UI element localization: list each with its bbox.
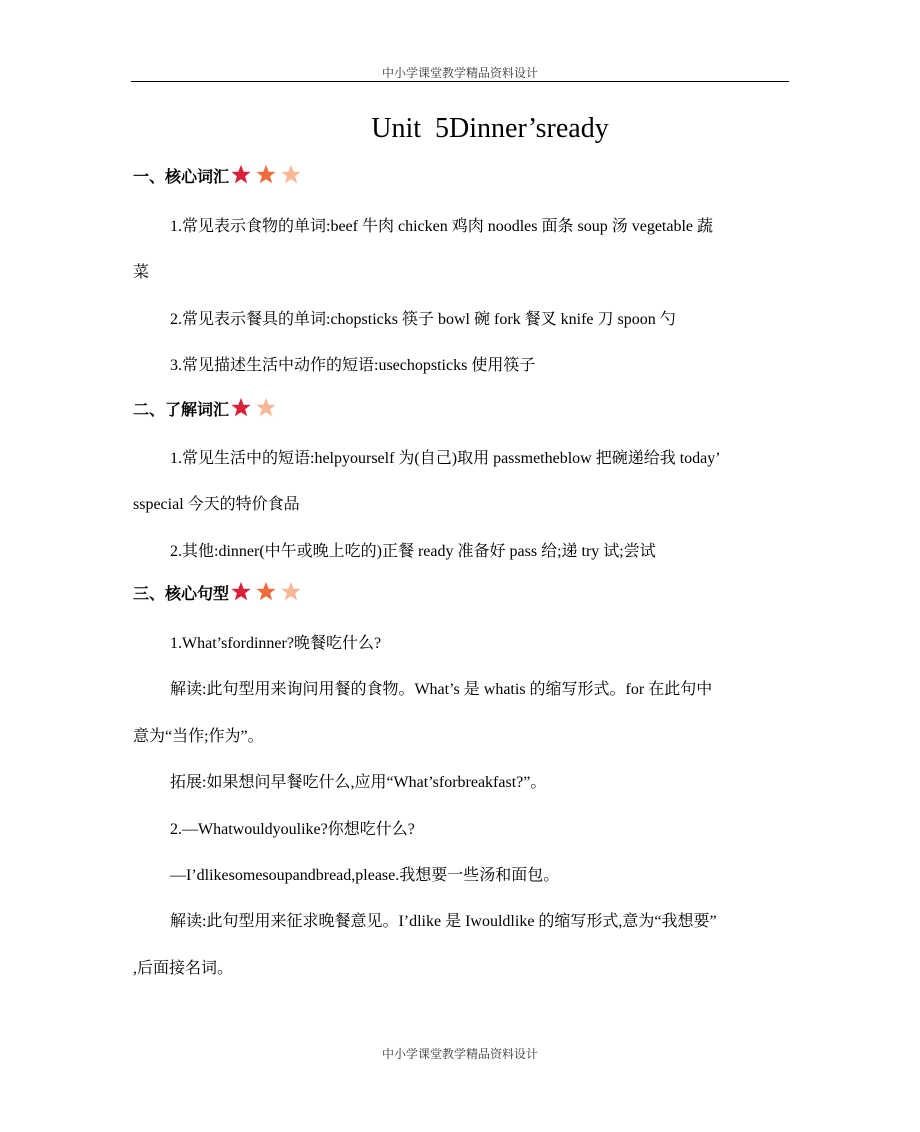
star-icon — [230, 581, 252, 603]
section-heading-label: 一、核心词汇 — [133, 166, 230, 186]
section-heading-understand-vocabulary — [133, 396, 280, 420]
vocab-line: 2.常见表示餐具的单词:chopsticks 筷子 bowl 碗 fork 餐叉 knife 刀 spoon 勺 — [170, 311, 676, 328]
vocab-line: 2.其他:dinner(中午或晚上吃的)正餐 ready 准备好 pass 给;递 try 试;尝试 — [170, 543, 656, 560]
section-heading-core-vocabulary — [133, 163, 305, 187]
star-icon — [280, 581, 302, 603]
sentence-line: 解读:此句型用来询问用餐的食物。What’s 是 whatis 的缩写形式。for 在此句中 — [170, 681, 713, 698]
sentence-line: 1.What’sfordinner?晚餐吃什么? — [170, 635, 382, 652]
star-icon — [255, 581, 277, 603]
star-icon — [230, 164, 252, 186]
rating-stars — [230, 164, 305, 186]
header-divider — [131, 81, 789, 82]
vocab-line: 3.常见描述生活中动作的短语:usechopsticks 使用筷子 — [170, 357, 536, 374]
sentence-line: 拓展:如果想问早餐吃什么,应用“What’sforbreakfast?”。 — [170, 774, 547, 791]
section-heading-label: 二、了解词汇 — [133, 399, 230, 419]
page-footer-text: 中小学课堂教学精品资料设计 — [381, 1047, 538, 1061]
sentence-line: 意为“当作;作为”。 — [133, 728, 264, 745]
sentence-line: —I’dlikesomesoupandbread,please.我想要一些汤和面包。 — [170, 867, 560, 884]
star-icon — [255, 164, 277, 186]
rating-stars — [230, 581, 305, 603]
page-header-text: 中小学课堂教学精品资料设计 — [381, 66, 538, 80]
star-icon — [280, 164, 302, 186]
section-heading-label: 三、核心句型 — [133, 583, 230, 603]
vocab-line: sspecial 今天的特价食品 — [133, 496, 300, 513]
sentence-line: ,后面接名词。 — [133, 960, 234, 977]
vocab-line: 菜 — [133, 264, 150, 281]
document-title: Unit 5Dinner’sready — [371, 113, 609, 144]
star-icon — [255, 397, 277, 419]
sentence-line: 2.—Whatwouldyoulike?你想吃什么? — [170, 821, 415, 838]
section-heading-core-sentences — [133, 580, 305, 604]
sentence-line: 解读:此句型用来征求晚餐意见。I’dlike 是 Iwouldlike 的缩写形式,意为“我想要” — [170, 913, 717, 930]
star-icon — [230, 397, 252, 419]
vocab-line: 1.常见表示食物的单词:beef 牛肉 chicken 鸡肉 noodles 面条 soup 汤 vegetable 蔬 — [170, 218, 714, 235]
vocab-line: 1.常见生活中的短语:helpyourself 为(自己)取用 passmetheblow 把碗递给我 today’ — [170, 450, 721, 467]
rating-stars — [230, 397, 280, 419]
